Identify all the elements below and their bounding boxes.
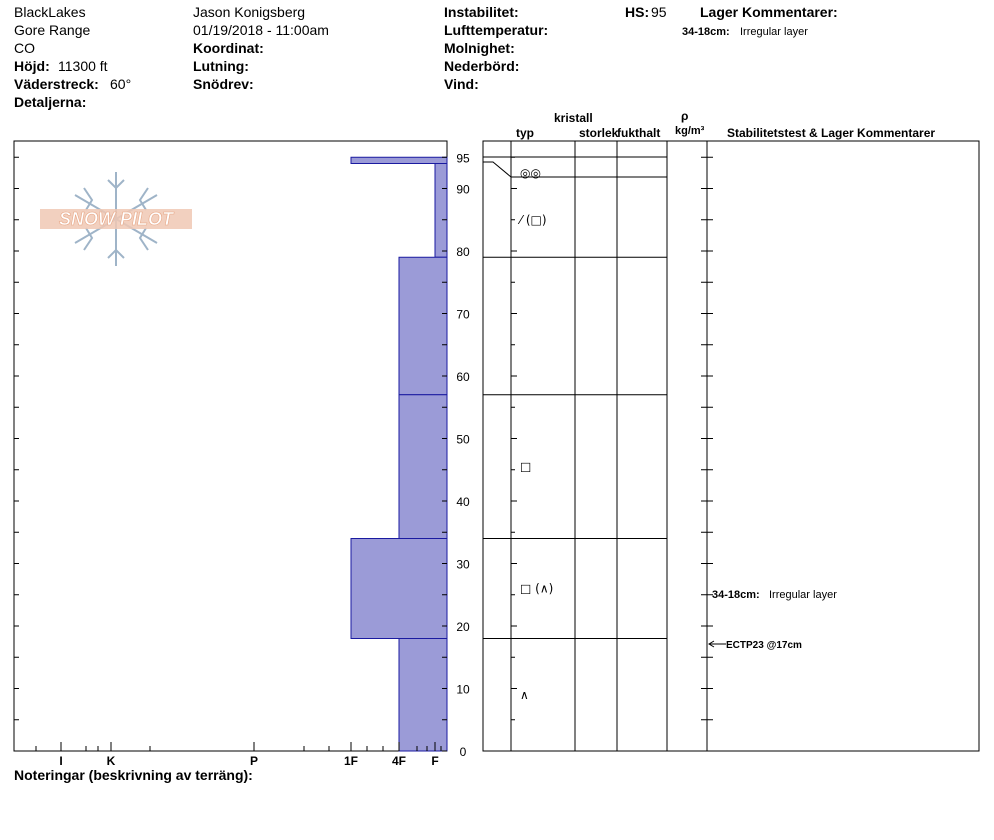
table-ticks bbox=[511, 157, 713, 751]
logo-text: SNOW PILOT bbox=[59, 209, 173, 229]
coordinate-label: Koordinat: bbox=[193, 40, 264, 56]
grain-symbol-icon: ◎◎ bbox=[520, 165, 541, 180]
size-label: storlek bbox=[579, 126, 619, 140]
depth-tick-label: 60 bbox=[456, 370, 470, 384]
depth-tick-label: 80 bbox=[456, 245, 470, 259]
grain-symbol-icon: □ bbox=[520, 459, 532, 474]
depth-tick-label: 40 bbox=[456, 495, 470, 509]
hardness-tick-label: K bbox=[106, 754, 116, 768]
range: Gore Range bbox=[14, 22, 91, 38]
wind-label: Vind: bbox=[444, 76, 479, 92]
air-temp-label: Lufttemperatur: bbox=[444, 22, 549, 38]
grain-symbols bbox=[517, 166, 553, 702]
depth-tick-label: 70 bbox=[456, 307, 470, 322]
hardness-tick-label: 1F bbox=[343, 754, 359, 768]
grain-symbol-icon: ∧ bbox=[520, 687, 529, 702]
density-symbol: ρ bbox=[681, 109, 689, 123]
layer-comments-label: Lager Kommentarer: bbox=[700, 4, 838, 20]
hardness-tick-label: P bbox=[249, 754, 259, 768]
depth-tick-label: 90 bbox=[456, 182, 470, 197]
hardness-tick-label: 4F bbox=[391, 754, 407, 768]
depth-tick-label: 50 bbox=[456, 432, 470, 447]
datetime: 01/19/2018 - 11:00am bbox=[193, 22, 329, 38]
aspect-value: 60° bbox=[110, 76, 132, 92]
layer-bar bbox=[399, 639, 447, 752]
stability-label: Stabilitetstest & Lager Kommentarer bbox=[727, 126, 936, 140]
slope-label: Lutning: bbox=[193, 58, 249, 74]
layer-bar bbox=[351, 157, 447, 163]
layer-annotation-text: Irregular layer bbox=[769, 589, 837, 601]
hardness-tick-label: I bbox=[59, 754, 63, 768]
hs-label: HS: bbox=[625, 4, 650, 20]
hardness-axis bbox=[36, 742, 441, 768]
layer-bar bbox=[351, 539, 447, 639]
layer-bar bbox=[435, 164, 447, 258]
hardness-panel bbox=[14, 141, 447, 751]
crystal-label: kristall bbox=[554, 111, 593, 125]
density-unit: kg/m³ bbox=[675, 125, 705, 137]
elevation-value: 11300 ft bbox=[58, 58, 108, 74]
aspect-label: Väderstreck: bbox=[14, 76, 99, 92]
drift-label: Snödrev: bbox=[193, 76, 254, 92]
details-label: Detaljerna: bbox=[14, 94, 87, 110]
state: CO bbox=[14, 40, 35, 56]
observer: Jason Konigsberg bbox=[193, 4, 306, 20]
hardness-tick-label: F bbox=[431, 754, 439, 768]
depth-tick-label: 95 bbox=[456, 151, 470, 166]
type-label: typ bbox=[516, 126, 534, 140]
layer-table bbox=[483, 141, 979, 751]
depth-tick-label: 0 bbox=[459, 745, 467, 759]
layer-comment-range: 34-18cm: bbox=[682, 26, 730, 38]
stability-test-result: ECTP23 @17cm bbox=[726, 640, 802, 651]
depth-tick-label: 10 bbox=[456, 682, 470, 697]
precip-label: Nederbörd: bbox=[444, 58, 520, 74]
elevation-label: Höjd: bbox=[14, 58, 50, 74]
sky-label: Molnighet: bbox=[444, 40, 515, 56]
grain-symbol-icon: ⁄ (□) bbox=[520, 212, 547, 227]
hardness-layers bbox=[351, 157, 447, 751]
instability-label: Instabilitet: bbox=[444, 4, 519, 20]
location: BlackLakes bbox=[14, 4, 86, 20]
layer-comment-text: Irregular layer bbox=[740, 26, 808, 38]
notes-label: Noteringar (beskrivning av terräng): bbox=[14, 767, 253, 783]
depth-tick-label: 20 bbox=[456, 620, 470, 634]
row-connector bbox=[483, 162, 511, 177]
grain-symbol-icon: □ (∧) bbox=[520, 581, 554, 596]
depth-tick-label: 30 bbox=[456, 557, 470, 572]
hs-value: 95 bbox=[651, 4, 667, 20]
moisture-label: fukthalt bbox=[617, 126, 661, 140]
layer-bar bbox=[399, 257, 447, 395]
layer-annotation-range: 34-18cm: bbox=[712, 589, 760, 601]
layer-bar bbox=[399, 395, 447, 539]
